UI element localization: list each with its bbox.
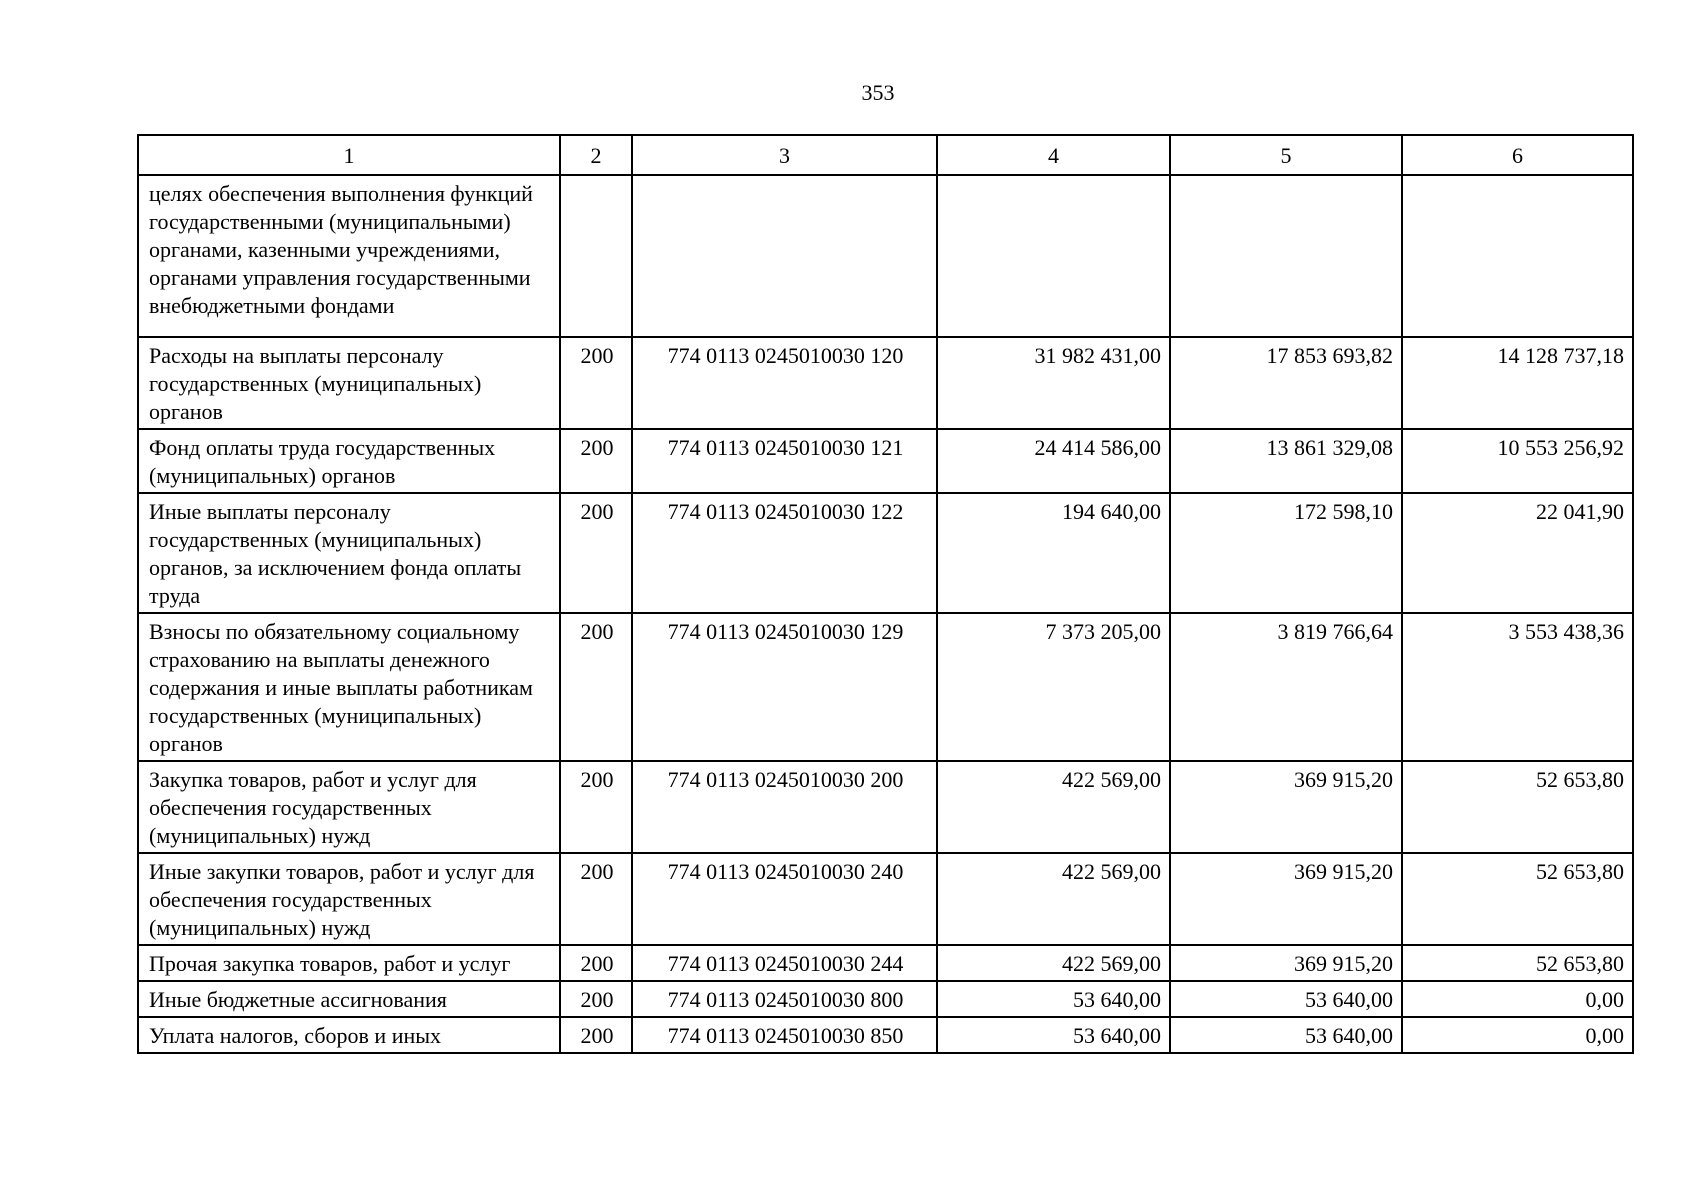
table-row [138, 175, 1633, 337]
table-row [138, 337, 1633, 429]
table-row [138, 981, 1633, 1017]
table-header-row [138, 135, 1633, 175]
expense-name: Иные закупки товаров, работ и услуг для обеспечения государственных (муниципальных) нужд [138, 853, 560, 945]
line-code: 200 [560, 853, 632, 945]
line-code: 200 [560, 1017, 632, 1053]
column-header: 3 [632, 135, 937, 175]
remaining-amount: 22 041,90 [1402, 493, 1633, 613]
executed-amount: 369 915,20 [1170, 945, 1402, 981]
table-row [138, 853, 1633, 945]
remaining-amount: 14 128 737,18 [1402, 337, 1633, 429]
executed-amount: 13 861 329,08 [1170, 429, 1402, 493]
remaining-amount: 3 553 438,36 [1402, 613, 1633, 761]
remaining-amount: 0,00 [1402, 1017, 1633, 1053]
budget-classification-code: 774 0113 0245010030 800 [632, 981, 937, 1017]
table-row [138, 493, 1633, 613]
budget-classification-code: 774 0113 0245010030 120 [632, 337, 937, 429]
expense-name: Закупка товаров, работ и услуг для обеспечения государственных (муниципальных) нужд [138, 761, 560, 853]
planned-amount: 422 569,00 [937, 761, 1170, 853]
budget-classification-code: 774 0113 0245010030 121 [632, 429, 937, 493]
budget-table [137, 134, 1634, 1054]
planned-amount: 53 640,00 [937, 1017, 1170, 1053]
line-code: 200 [560, 429, 632, 493]
column-header: 6 [1402, 135, 1633, 175]
column-header: 5 [1170, 135, 1402, 175]
table-row [138, 761, 1633, 853]
table-row [138, 945, 1633, 981]
executed-amount: 369 915,20 [1170, 853, 1402, 945]
executed-amount: 53 640,00 [1170, 1017, 1402, 1053]
planned-amount: 7 373 205,00 [937, 613, 1170, 761]
executed-amount: 369 915,20 [1170, 761, 1402, 853]
expense-name: Уплата налогов, сборов и иных [138, 1017, 560, 1053]
line-code: 200 [560, 981, 632, 1017]
column-header: 1 [138, 135, 560, 175]
planned-amount: 194 640,00 [937, 493, 1170, 613]
expense-name: целях обеспечения выполнения функций государственными (муниципальными) органами, казенными учреждениями, органами управления государственными внебюджетными фондами [138, 175, 560, 337]
planned-amount: 422 569,00 [937, 945, 1170, 981]
expense-name: Иные бюджетные ассигнования [138, 981, 560, 1017]
planned-amount [937, 175, 1170, 337]
line-code [560, 175, 632, 337]
expense-name: Фонд оплаты труда государственных (муниципальных) органов [138, 429, 560, 493]
column-header: 2 [560, 135, 632, 175]
executed-amount: 172 598,10 [1170, 493, 1402, 613]
remaining-amount: 52 653,80 [1402, 853, 1633, 945]
planned-amount: 31 982 431,00 [937, 337, 1170, 429]
line-code: 200 [560, 337, 632, 429]
executed-amount: 53 640,00 [1170, 981, 1402, 1017]
remaining-amount: 52 653,80 [1402, 945, 1633, 981]
expense-name: Иные выплаты персоналу государственных (муниципальных) органов, за исключением фонда оплаты труда [138, 493, 560, 613]
page-number: 353 [861, 80, 895, 105]
expense-name: Прочая закупка товаров, работ и услуг [138, 945, 560, 981]
table-row [138, 613, 1633, 761]
executed-amount: 3 819 766,64 [1170, 613, 1402, 761]
line-code: 200 [560, 613, 632, 761]
executed-amount: 17 853 693,82 [1170, 337, 1402, 429]
expense-name: Взносы по обязательному социальному страхованию на выплаты денежного содержания и иные выплаты работникам государственных (муниципальных) органов [138, 613, 560, 761]
planned-amount: 53 640,00 [937, 981, 1170, 1017]
table-row [138, 429, 1633, 493]
budget-classification-code: 774 0113 0245010030 200 [632, 761, 937, 853]
budget-classification-code: 774 0113 0245010030 850 [632, 1017, 937, 1053]
executed-amount [1170, 175, 1402, 337]
expense-name: Расходы на выплаты персоналу государственных (муниципальных) органов [138, 337, 560, 429]
remaining-amount: 0,00 [1402, 981, 1633, 1017]
remaining-amount: 10 553 256,92 [1402, 429, 1633, 493]
planned-amount: 422 569,00 [937, 853, 1170, 945]
remaining-amount: 52 653,80 [1402, 761, 1633, 853]
line-code: 200 [560, 493, 632, 613]
line-code: 200 [560, 761, 632, 853]
budget-classification-code: 774 0113 0245010030 244 [632, 945, 937, 981]
budget-classification-code [632, 175, 937, 337]
table-row [138, 1017, 1633, 1053]
budget-classification-code: 774 0113 0245010030 122 [632, 493, 937, 613]
planned-amount: 24 414 586,00 [937, 429, 1170, 493]
budget-classification-code: 774 0113 0245010030 129 [632, 613, 937, 761]
column-header: 4 [937, 135, 1170, 175]
remaining-amount [1402, 175, 1633, 337]
budget-classification-code: 774 0113 0245010030 240 [632, 853, 937, 945]
line-code: 200 [560, 945, 632, 981]
